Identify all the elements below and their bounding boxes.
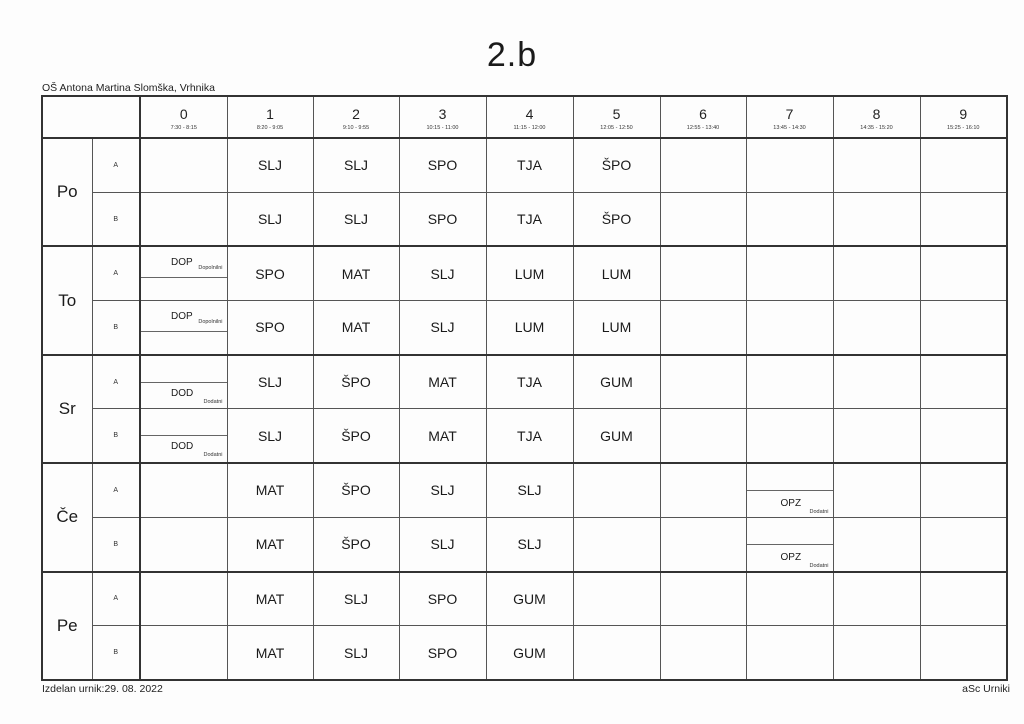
lesson-cell: TJA [486,138,573,192]
lesson-cell: SPO [227,246,313,300]
period-header [920,96,1007,138]
lesson-cell: LUM [573,246,660,300]
lesson-cell: MAT [227,517,313,571]
lesson-cell: ŠPO [313,463,399,517]
group-label: A [92,463,140,517]
period-header [227,96,313,138]
lesson-cell: MAT [227,572,313,626]
extra-lesson-cell [140,246,227,300]
timetable-row [42,138,1007,192]
timetable-row [42,463,1007,517]
period-time: 15:25 - 16:10 [947,125,980,131]
period-number: 5 [612,106,621,122]
extra-lesson-type: Dodatni [809,509,829,516]
timetable-row [42,246,1007,300]
extra-lesson-label: DOD [171,387,194,399]
extra-lesson-cell [140,355,227,409]
lesson-cell [573,463,660,517]
lesson-cell [833,355,920,409]
extra-lesson-label: DOP [171,311,193,323]
period-header [140,96,227,138]
group-label: A [92,355,140,409]
lesson-cell: GUM [486,572,573,626]
cell-divider [141,277,227,278]
lesson-cell [660,463,746,517]
lesson-cell [660,517,746,571]
period-number: 7 [785,106,794,122]
timetable-row [42,355,1007,409]
period-number: 8 [872,106,881,122]
period-time: 14:35 - 15:20 [860,125,893,131]
lesson-cell [746,626,833,680]
lesson-cell: SPO [399,138,486,192]
period-header [746,96,833,138]
lesson-cell [920,192,1007,246]
period-number: 4 [525,106,534,122]
lesson-cell [140,517,227,571]
dod-block [141,409,227,462]
timetable-row [42,409,1007,463]
lesson-cell [140,192,227,246]
cell-divider [747,490,833,491]
period-header [833,96,920,138]
extra-lesson-label: OPZ [780,498,802,510]
timetable-row [42,517,1007,571]
timetable [41,95,1008,681]
created-date: Izdelan urnik:29. 08. 2022 [42,683,163,695]
period-time: 9:10 - 9:55 [342,125,370,131]
cell-divider [141,331,227,332]
lesson-cell: SLJ [313,626,399,680]
day-label: Pe [42,572,92,681]
lesson-cell [660,246,746,300]
group-label: A [92,138,140,192]
cell-divider [747,544,833,545]
period-number: 2 [352,106,360,122]
lesson-cell: SLJ [399,517,486,571]
lesson-cell: TJA [486,355,573,409]
extra-lesson-type: Dodatni [203,398,223,405]
lesson-cell [746,572,833,626]
lesson-cell: SLJ [313,192,399,246]
extra-lesson-cell [140,409,227,463]
lesson-cell [920,301,1007,355]
lesson-cell: SLJ [227,138,313,192]
extra-lesson-cell [746,517,833,571]
cell-divider [141,435,227,436]
lesson-cell [746,409,833,463]
cell-divider [141,382,227,383]
lesson-cell: MAT [227,626,313,680]
group-label: B [92,626,140,680]
day-label: Po [42,138,92,246]
lesson-cell [746,355,833,409]
period-time: 10:15 - 11:00 [426,125,459,131]
period-number: 1 [266,106,274,122]
group-label: B [92,301,140,355]
lesson-cell: SPO [227,301,313,355]
lesson-cell: SLJ [227,355,313,409]
lesson-cell: SLJ [399,246,486,300]
period-header [573,96,660,138]
group-label: A [92,572,140,626]
lesson-cell: SPO [399,192,486,246]
period-header [399,96,486,138]
header-row [42,96,1007,138]
lesson-cell: GUM [573,355,660,409]
software-credit: aSc Urniki [962,683,1010,695]
period-header [660,96,746,138]
group-label: A [92,246,140,300]
lesson-cell [833,463,920,517]
opz-block [747,518,833,571]
lesson-cell [140,463,227,517]
day-label: To [42,246,92,354]
lesson-cell [920,572,1007,626]
extra-lesson-type: Dodatni [203,452,223,459]
extra-lesson-type: Dopolnilni [198,265,223,272]
lesson-cell [746,246,833,300]
lesson-cell: MAT [313,301,399,355]
lesson-cell [746,138,833,192]
dop-block [141,301,227,354]
lesson-cell: SLJ [399,301,486,355]
extra-lesson-cell [746,463,833,517]
extra-lesson-label: OPZ [780,551,802,563]
lesson-cell [920,517,1007,571]
period-number: 0 [179,106,188,122]
opz-block [747,464,833,517]
lesson-cell: MAT [399,355,486,409]
period-number: 6 [699,106,707,122]
group-label: B [92,517,140,571]
dop-block [141,247,227,300]
lesson-cell [140,138,227,192]
school-name: OŠ Antona Martina Slomška, Vrhnika [42,82,215,94]
lesson-cell [833,138,920,192]
lesson-cell: LUM [573,301,660,355]
period-time: 12:55 - 13:40 [686,125,720,131]
lesson-cell [920,355,1007,409]
lesson-cell: SPO [399,626,486,680]
dod-block [141,356,227,409]
lesson-cell [660,409,746,463]
lesson-cell [746,301,833,355]
lesson-cell [573,626,660,680]
extra-lesson-type: Dopolnilni [198,319,223,326]
lesson-cell [660,138,746,192]
period-time: 12:05 - 12:50 [600,125,633,131]
lesson-cell [573,572,660,626]
lesson-cell [920,409,1007,463]
lesson-cell: LUM [486,301,573,355]
lesson-cell [920,463,1007,517]
extra-lesson-label: DOD [171,441,194,453]
lesson-cell [833,301,920,355]
period-header [313,96,399,138]
group-label: B [92,409,140,463]
lesson-cell [833,517,920,571]
lesson-cell [920,138,1007,192]
lesson-cell: MAT [399,409,486,463]
period-time: 13:45 - 14:30 [773,125,806,131]
lesson-cell [746,192,833,246]
lesson-cell [660,192,746,246]
timetable-row [42,572,1007,626]
timetable-row [42,192,1007,246]
lesson-cell [660,301,746,355]
lesson-cell: ŠPO [313,355,399,409]
extra-lesson-label: DOP [171,257,193,269]
lesson-cell: ŠPO [573,138,660,192]
lesson-cell: SLJ [227,192,313,246]
lesson-cell [920,626,1007,680]
lesson-cell [833,409,920,463]
lesson-cell: SLJ [399,463,486,517]
lesson-cell: ŠPO [573,192,660,246]
period-time: 8:20 - 9:05 [256,125,284,131]
lesson-cell [573,517,660,571]
extra-lesson-cell [140,301,227,355]
lesson-cell: SLJ [486,517,573,571]
lesson-cell [140,626,227,680]
lesson-cell: SLJ [313,138,399,192]
lesson-cell [833,572,920,626]
lesson-cell: GUM [486,626,573,680]
group-label: B [92,192,140,246]
lesson-cell: MAT [313,246,399,300]
period-header [486,96,573,138]
corner-cell [42,96,140,138]
lesson-cell [833,246,920,300]
lesson-cell [833,626,920,680]
day-label: Če [42,463,92,571]
period-time: 11:15 - 12:00 [513,125,546,131]
period-number: 3 [438,106,447,122]
lesson-cell: ŠPO [313,517,399,571]
lesson-cell [660,572,746,626]
lesson-cell: SPO [399,572,486,626]
period-time: 7:30 - 8:15 [170,125,197,131]
timetable-row [42,626,1007,680]
lesson-cell: MAT [227,463,313,517]
lesson-cell: LUM [486,246,573,300]
timetable-row [42,301,1007,355]
lesson-cell: GUM [573,409,660,463]
period-number: 9 [959,106,968,122]
lesson-cell [660,355,746,409]
lesson-cell: SLJ [227,409,313,463]
day-label: Sr [42,355,92,463]
lesson-cell: SLJ [486,463,573,517]
page-title: 2.b [486,36,538,74]
lesson-cell: TJA [486,192,573,246]
lesson-cell: ŠPO [313,409,399,463]
lesson-cell [140,572,227,626]
lesson-cell [833,192,920,246]
lesson-cell: SLJ [313,572,399,626]
lesson-cell: TJA [486,409,573,463]
lesson-cell [920,246,1007,300]
extra-lesson-type: Dodatni [809,562,829,569]
lesson-cell [660,626,746,680]
